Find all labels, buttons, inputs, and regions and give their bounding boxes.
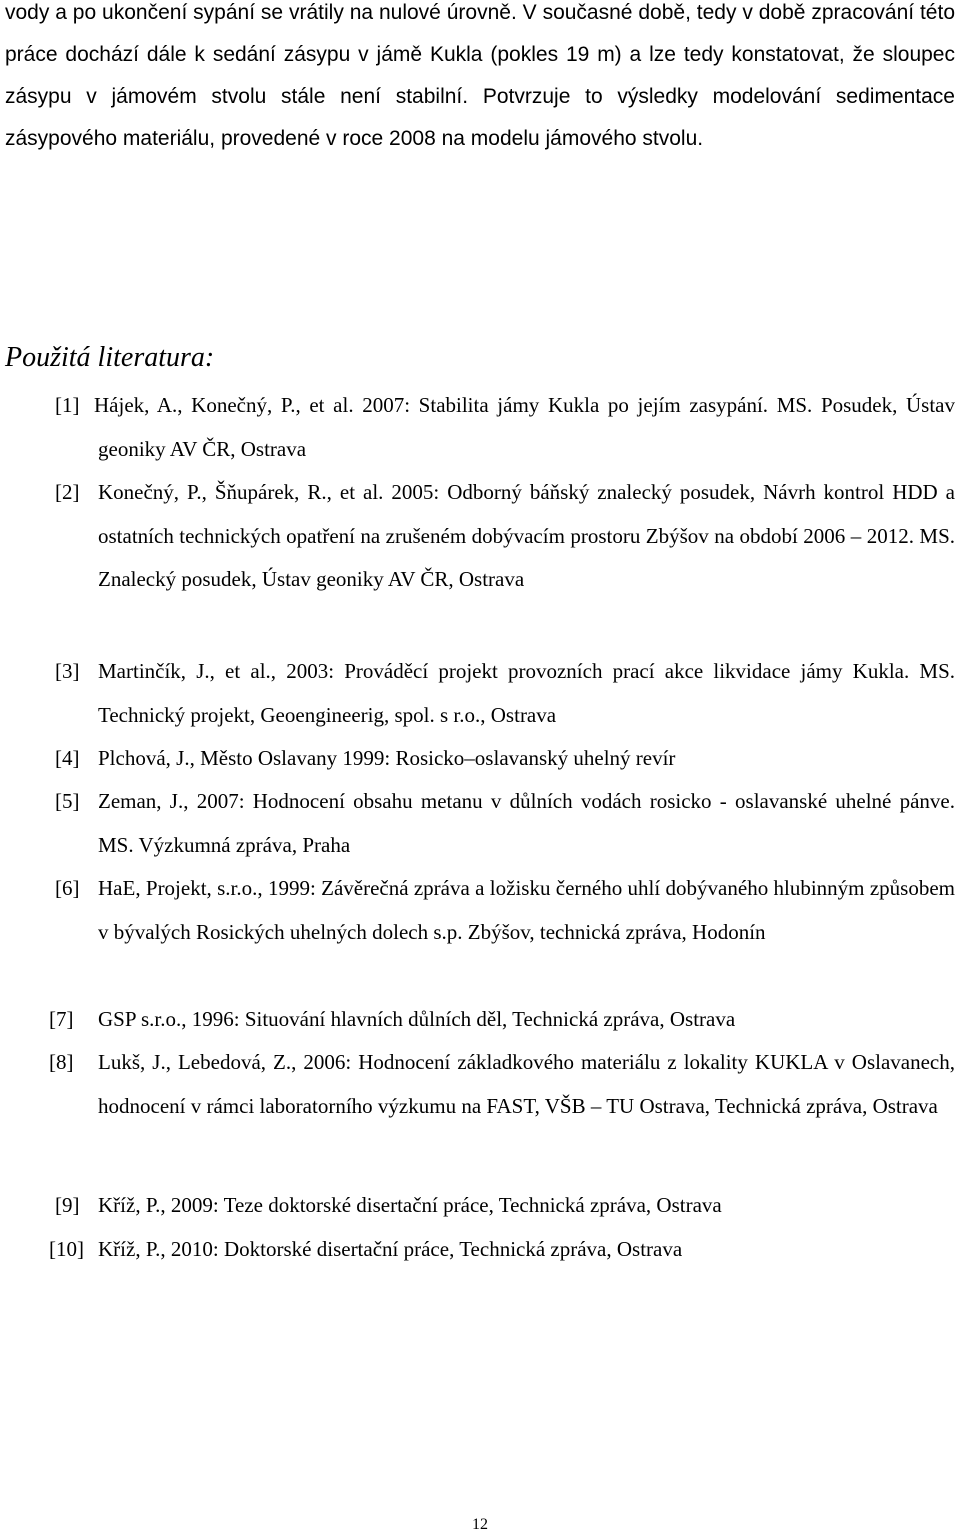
reference-number: [4] <box>55 746 80 770</box>
reference-item <box>49 1041 955 1128</box>
reference-text: Hájek, A., Konečný, P., et al. 2007: Stabilita jámy Kukla po jejím zasypání. MS. Posudek, Ústav geoniky AV ČR, Ostrava <box>94 393 955 461</box>
page-number: 12 <box>472 1516 488 1533</box>
reference-number: [2] <box>55 480 80 504</box>
reference-number: [6] <box>55 876 80 900</box>
reference-text: Kříž, P., 2009: Teze doktorské disertační práce, Technická zpráva, Ostrava <box>98 1193 722 1217</box>
reference-item <box>55 384 955 471</box>
reference-item <box>55 867 955 954</box>
intro-paragraph: vody a po ukončení sypání se vrátily na nulové úrovně. V současné době, tedy v době zpracování této práce dochází dále k sedání zásypu v jámě Kukla (pokles 19 m) a lze tedy konstatovat, že sloupec zásypu v jámovém stvolu stále není stabilní. Potvrzuje to výsledky modelování sedimentace zásypového materiálu, provedené v roce 2008 na modelu jámového stvolu. <box>5 1 955 150</box>
reference-text: HaE, Projekt, s.r.o., 1999: Závěrečná zpráva a ložisku černého uhlí dobývaného hlubinným způsobem v bývalých Rosických uhelných dolech s.p. Zbýšov, technická zpráva, Hodonín <box>98 876 955 944</box>
reference-text: GSP s.r.o., 1996: Situování hlavních důlních děl, Technická zpráva, Ostrava <box>98 1007 736 1031</box>
reference-text: Zeman, J., 2007: Hodnocení obsahu metanu v důlních vodách rosicko - oslavanské uhelné pánve. MS. Výzkumná zpráva, Praha <box>98 789 955 857</box>
reference-item <box>55 650 955 737</box>
reference-item <box>55 780 955 867</box>
reference-number: [8] <box>49 1050 74 1074</box>
reference-number: [3] <box>55 659 80 683</box>
reference-text: Martinčík, J., et al., 2003: Prováděcí projekt provozních prací akce likvidace jámy Kukla. MS. Technický projekt, Geoengineerig, spol. s r.o., Ostrava <box>98 659 955 727</box>
reference-text: Plchová, J., Město Oslavany 1999: Rosicko–oslavanský uhelný revír <box>98 746 676 770</box>
reference-text: Kříž, P., 2010: Doktorské disertační práce, Technická zpráva, Ostrava <box>98 1237 683 1261</box>
reference-item <box>49 1228 955 1272</box>
reference-number: [7] <box>49 1007 74 1031</box>
reference-text: Konečný, P., Šňupárek, R., et al. 2005: Odborný báňský znalecký posudek, Návrh kontrol HDD a ostatních technických opatření na zrušeném dobývacím prostoru Zbýšov na období 2006 – 2012. MS. Znalecký posudek, Ústav geoniky AV ČR, Ostrava <box>98 480 955 591</box>
reference-text: Lukš, J., Lebedová, Z., 2006: Hodnocení základkového materiálu z lokality KUKLA v Oslavanech, hodnocení v rámci laboratorního výzkumu na FAST, VŠB – TU Ostrava, Technická zpráva, Ostrava <box>98 1050 955 1118</box>
reference-number: [1] <box>55 393 80 417</box>
reference-number: [9] <box>55 1193 80 1217</box>
reference-item <box>55 737 955 781</box>
literature-heading: Použitá literatura: <box>5 342 215 373</box>
reference-item <box>55 471 955 602</box>
reference-number: [10] <box>49 1237 84 1261</box>
reference-item <box>55 1184 955 1228</box>
reference-number: [5] <box>55 789 80 813</box>
reference-item <box>49 998 955 1042</box>
